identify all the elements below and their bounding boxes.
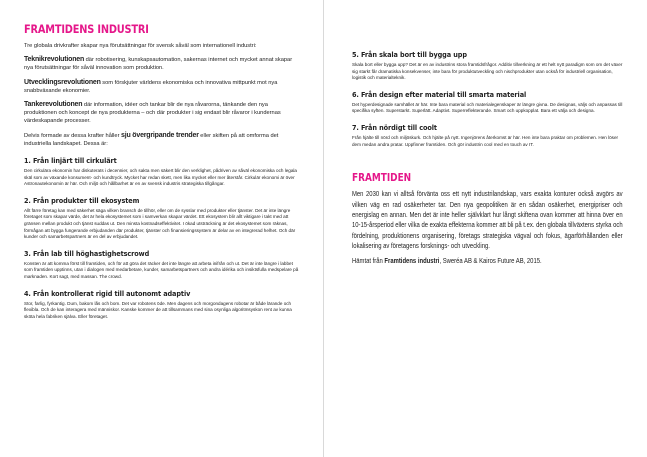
page-title: FRAMTIDENS INDUSTRI — [24, 22, 149, 36]
shifts-pre: Delvis formade av dessa krafter håller — [24, 132, 122, 139]
trend-section — [352, 123, 623, 148]
trend-heading: 4. Från kontrollerat rigid till autonomt adaptiv — [24, 288, 191, 298]
intro-paragraph: Tre globala drivkrafter skapar nya förutsättningar för svensk såväl som internationell industri: — [24, 43, 257, 49]
trend-text: Allt färre företag kan med säkerhet säga vilken bransch de tillhör, eller om de sysslar med produkter eller tjänster. Det är inte längre företaget som skapar värde, det är hela ekosystemet som i samverkan skapar värdet. Ett ekosystem blir allt viktigare i takt med att gränsen mellan produkt och tjänst suddas ut. Den minsta kostnadseffektivitet. I ökad utsträckning är det ekosystemet som räknas, förmågan att bygga fungerande erbjudanden där produkter, tjänster och finansieringssystem är delar av en integrerad helhet. Och där kunder och samarbetspartners är en del av erbjudandet. — [24, 207, 296, 240]
driver-name: Utvecklingsrevolutionen — [24, 78, 101, 86]
shifts-post: eller skiften på att omforma det industriella landskapet. Dessa är: — [24, 132, 279, 147]
driver-utveckling — [24, 79, 299, 95]
trend-heading: 7. Från nördigt till coolt — [352, 122, 437, 132]
driver-name: Tankerevolutionen — [24, 101, 83, 109]
trend-text: Skala bort eller bygga upp? Det är en av industrins stora framtidsfrågor. Additiv tillverkning är ett helt nytt paradigm som om det växer sig starkt får dramatiska konsekvenser, inte bara för produktutveckling och nischprodukter utan också för industriell organisation, logistik och materialteknik. — [352, 62, 623, 81]
trend-heading: 1. Från linjärt till cirkulärt — [24, 156, 117, 166]
source-pre: Hämtat från — [352, 255, 385, 265]
left-page — [0, 0, 323, 457]
shifts-paragraph — [24, 132, 299, 148]
trend-heading: 6. Från design efter material till smarta material — [352, 89, 527, 99]
trend-text: Det hyperdesignade samhället är här. Inte bara material och materialegenskaper är längre givna. De designas, väljs och anpassas till specifika syften. Superstarkt. Superlätt. Adaptivt. Superreflekterande. Smart och uppkopplat. Bara ett välja och designa. — [352, 101, 623, 114]
trend-heading: 2. Från produkter till ekosystem — [24, 195, 140, 205]
driver-name: Teknikrevolutionen — [24, 56, 85, 64]
source-post: , Sweréa AB & Kairos Future AB, 2015. — [439, 255, 542, 265]
driver-text: som förskjuter världens ekonomiska och innovativa mittpunkt mot nya snabbväxande ekonomier. — [24, 79, 278, 94]
trend-text: Stor, farlig, fyrkantig. Dum, bakom lås och bom. Det var robotens öde. Men dagens och morgondagens robotar är både lärande och flexibla. Och de kan interagera med människor. Kanske kommer de att tillsammans med sina osynliga algoritmsyskon rent av kunna sköta hela fabriken själva. Eller företaget. — [24, 300, 292, 319]
trend-text: Konsten är att komma först till framtiden, och för att göra det räcker det inte längre att arbeta inifrån och ut. Det är inte längre i labbet som framtiden upptinns, utan i dialogen med medarbetare, kunder, samarbetspartners och andra idérika och insiktsfulla medspelare på marknaden. Kort sagt, med massan. The crowd. — [24, 260, 299, 279]
future-title: FRAMTIDEN — [352, 172, 412, 185]
trend-section — [352, 90, 623, 115]
right-page — [324, 0, 647, 457]
trend-heading: 3. Från lab till höghastighetscrowd — [24, 248, 150, 258]
driver-text: där information, idéer och tankar blir de nya råvarorna, tänkande den nya produktionen och koncept de nya produkterna – och där produkter i sig endast blir råvaror i kundernas värdeskapande processer. — [24, 102, 281, 125]
driver-text: där robotisering, kunskapsautomation, sakernas internet och mycket annat skapar nya förutsättningar för såväl innovation som produktion. — [24, 57, 293, 72]
driver-teknik — [24, 56, 299, 72]
source-citation — [352, 256, 623, 266]
trend-text: Från hjälte till nörd och miljöskurk. Och hjälte på nytt. Ingenjörens återkomst är här. Hen inte bara praktar om problemen. Hen löser dem medan andra pratar. Uppfinner framtiden. Och gör industrin cool med en touch av IT. — [352, 134, 619, 147]
shifts-emphasis: sju övergripande trender — [121, 131, 199, 139]
driver-tanke — [24, 101, 299, 126]
trend-heading: 5. Från skala bort till bygga upp — [352, 50, 467, 59]
source-title: Framtidens industri — [384, 255, 440, 265]
trend-section — [352, 50, 623, 82]
future-paragraph: Men 2030 kan vi alltså förvänta oss ett nytt industrilandskap, vars exakta konturer också avgörs av vilken väg en rad osäkerheter tar. Den nya geopolitiken är en sådan osäkerhet, energipriser och energislag en annan. Men det är inte heller självklart hur långt skiftena ovan kommer att hinna över en 10-15-årsperiod eller vilka de exakta effekterna kommer att bli på t.ex. den globala tillväxtens styrka och fördelning, produktionens organisering, företags strategiska vägval och fokus, ägarförhållanden eller lokalisering av företagens forsknings- och utveckling. — [352, 189, 623, 251]
trend-text: Den cirkulära ekonomin har diskuterats i decennier, och sakta men säkert blir den verklighet, pådriven av såväl ekonomiska och legala skäl som av växande konsument- och kundtryck. Mycket har redan skett, men lika mycket eller mer återstår. Cirkulär ekonomi är över Astronautekonomin är här. Och miljö och hållbarhet är en av svensk industris strategiska tillgångar. — [24, 168, 297, 187]
